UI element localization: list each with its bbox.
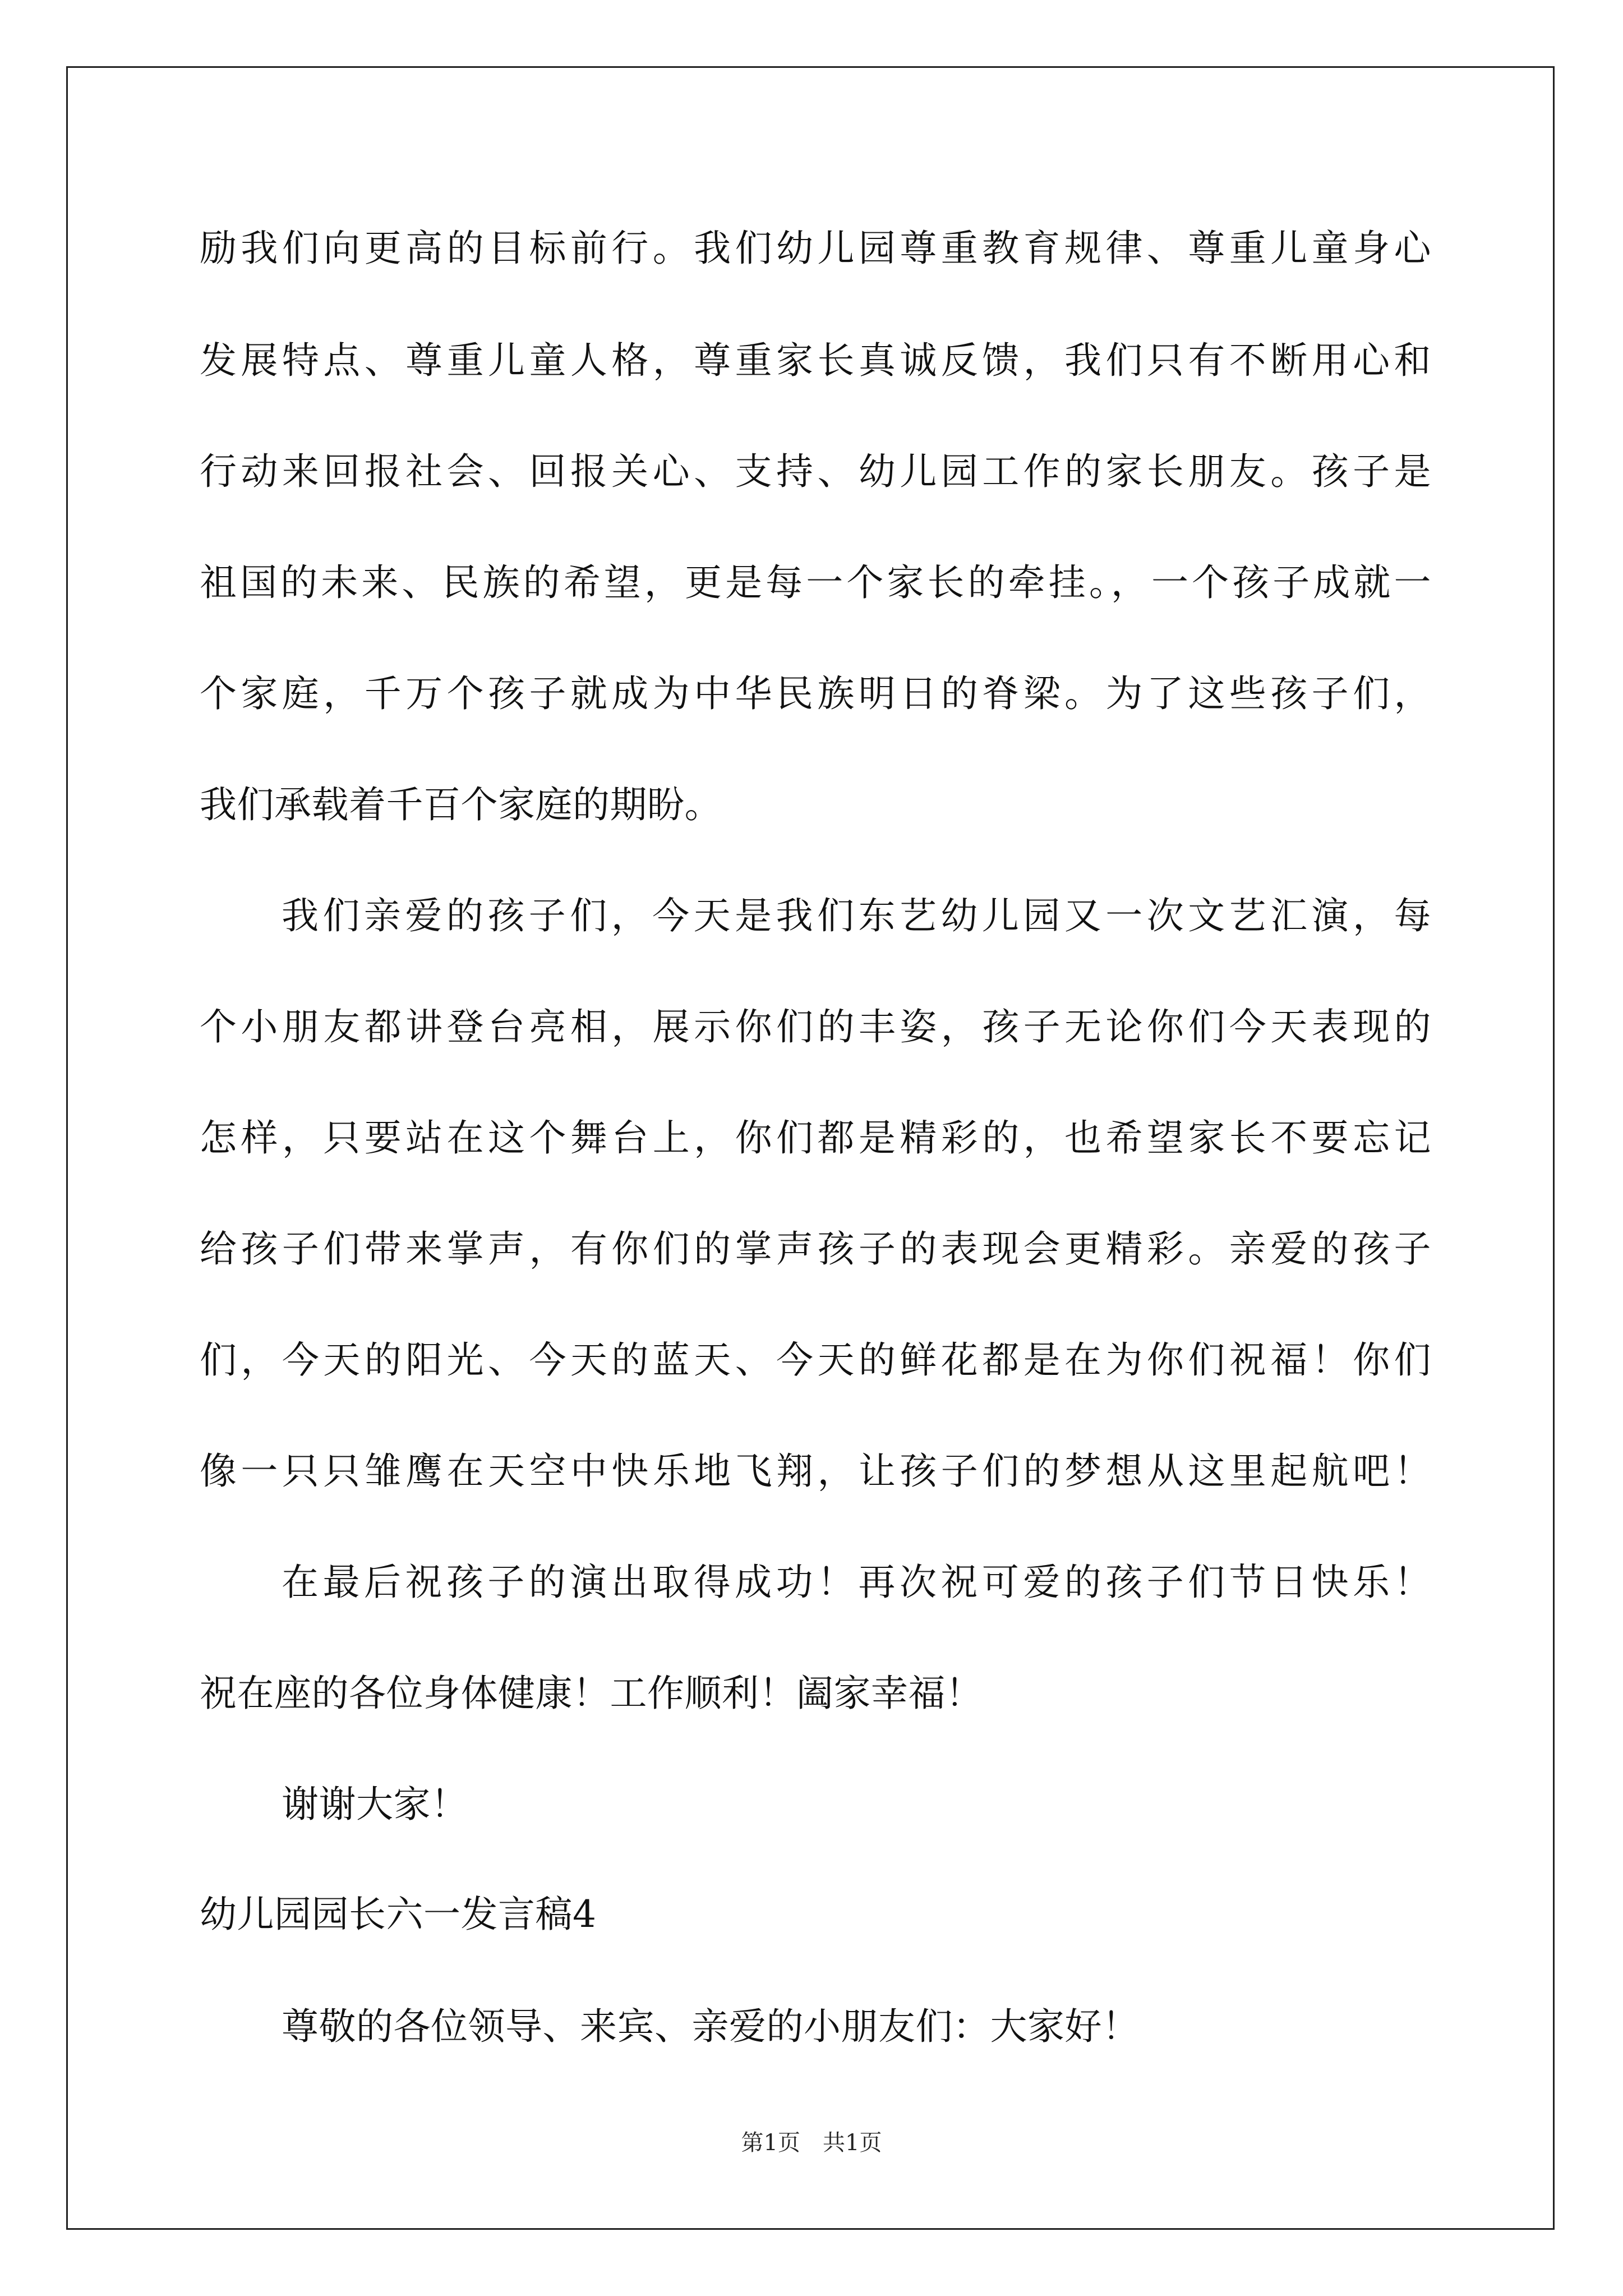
- paragraph-line: 祝在座的各位身体健康！工作顺利！阖家幸福！: [200, 1672, 983, 1715]
- paragraph-line: 们，今天的阳光、今天的蓝天、今天的鲜花都是在为你们祝福！你们: [200, 1338, 1431, 1382]
- paragraph-line: 行动来回报社会、回报关心、支持、幼儿园工作的家长朋友。孩子是: [200, 450, 1431, 493]
- paragraph-line: 个家庭，千万个孩子就成为中华民族明日的脊梁。为了这些孩子们，: [200, 672, 1431, 715]
- page-footer: 第1页 共1页: [741, 2130, 882, 2156]
- paragraph-line: 祖国的未来、民族的希望，更是每一个家长的牵挂。，一个孩子成就一: [200, 561, 1431, 604]
- paragraph-line: 个小朋友都讲登台亮相，展示你们的丰姿，孩子无论你们今天表现的: [200, 1005, 1431, 1048]
- paragraph-line: 像一只只雏鹰在天空中快乐地飞翔，让孩子们的梦想从这里起航吧！: [200, 1450, 1431, 1493]
- paragraph-line: 发展特点、尊重儿童人格，尊重家长真诚反馈，我们只有不断用心和: [200, 339, 1431, 382]
- paragraph-line: 给孩子们带来掌声，有你们的掌声孩子的表现会更精彩。亲爱的孩子: [200, 1227, 1431, 1271]
- paragraph-line: 我们承载着千百个家庭的期盼。: [200, 783, 722, 826]
- paragraph-line: 怎样，只要站在这个舞台上，你们都是精彩的，也希望家长不要忘记: [200, 1116, 1431, 1159]
- paragraph-line: 励我们向更高的目标前行。我们幼儿园尊重教育规律、尊重儿童身心: [200, 227, 1431, 270]
- closing-thanks: 谢谢大家！: [282, 1783, 468, 1826]
- section-heading: 幼儿园园长六一发言稿4: [200, 1893, 597, 1936]
- paragraph-line: 在最后祝孩子的演出取得成功！再次祝可爱的孩子们节日快乐！: [282, 1561, 1431, 1604]
- paragraph-line: 我们亲爱的孩子们，今天是我们东艺幼儿园又一次文艺汇演，每: [282, 894, 1431, 937]
- greeting-line: 尊敬的各位领导、来宾、亲爱的小朋友们：大家好！: [282, 2005, 1140, 2048]
